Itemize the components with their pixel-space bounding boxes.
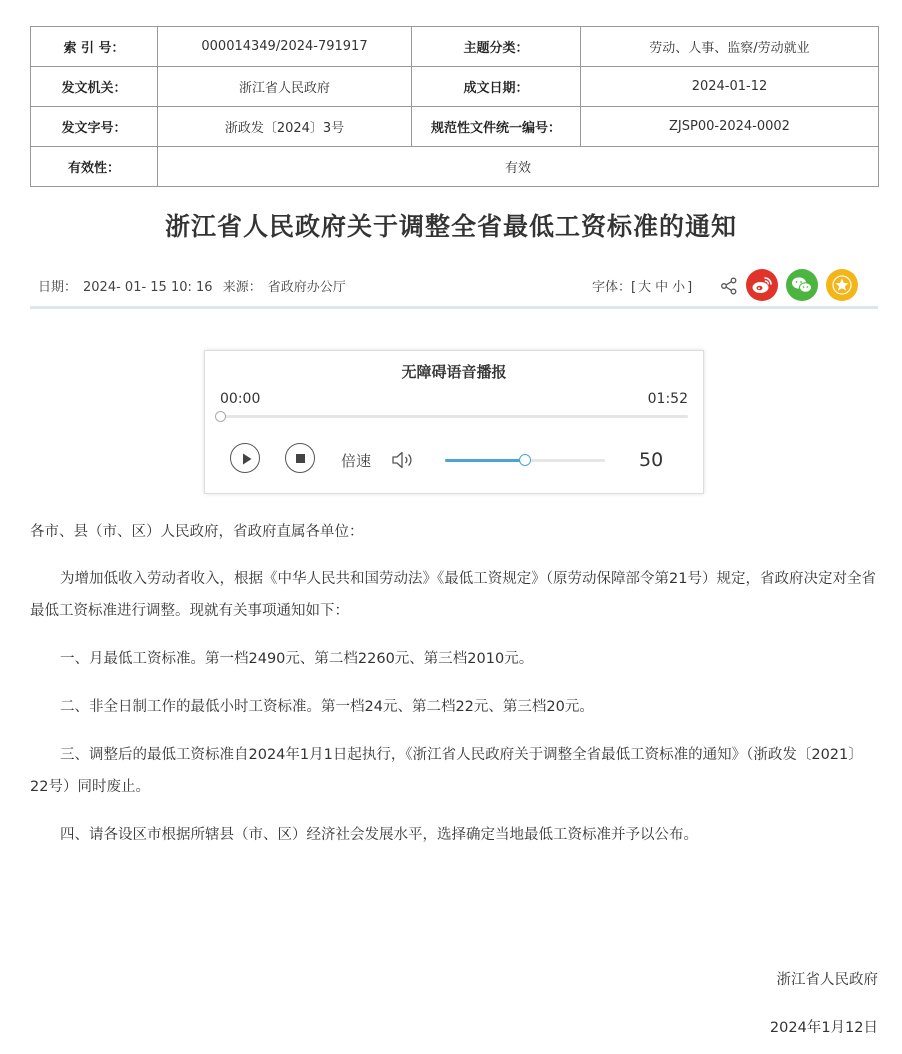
font-size-label: 字体：[ [592,280,637,295]
source-value: 省政府办公厅 [267,280,346,295]
stop-icon [286,444,316,474]
meta-value-doc-number: 浙政发〔2024〕3号 [158,107,412,147]
date-label: 日期： [38,280,78,295]
play-button[interactable] [230,443,260,473]
publish-date: 2024- 01- 15 10: 16 [83,280,213,295]
play-icon [231,444,261,474]
star-icon [826,269,858,301]
meta-value-validity: 有效 [158,147,879,187]
volume-slider[interactable] [445,459,605,462]
font-size-control [592,276,692,295]
meta-value-issuer: 浙江省人民政府 [158,67,412,107]
volume-fill [445,459,525,462]
document-date: 2024年1月12日 [769,1020,878,1036]
meta-key-issuer: 发文机关： [31,67,158,107]
paragraph-item-1: 一、月最低工资标准。第一档2490元、第二档2260元、第三档2010元。 [60,651,534,667]
player-title: 无障碍语音播报 [401,363,507,381]
meta-row [31,27,879,67]
progress-bar[interactable] [220,415,688,418]
meta-key-category: 主题分类： [412,27,581,67]
salutation: 各市、县（市、区）人民政府，省政府直属各单位： [30,524,364,540]
current-time: 00:00 [220,391,261,407]
total-time: 01:52 [647,391,688,407]
page-title: 浙江省人民政府关于调整全省最低工资标准的通知 [164,212,737,241]
weibo-icon [746,269,778,301]
article-info [38,276,352,295]
meta-row [31,107,879,147]
meta-key-unified-number: 规范性文件统一编号： [412,107,581,147]
paragraph-item-4: 四、请各设区市根据所辖县（市、区）经济社会发展水平，选择确定当地最低工资标准并予以公布。 [60,827,698,843]
meta-key-doc-number: 发文字号： [31,107,158,147]
favorite-button[interactable] [826,269,858,301]
header-divider [30,306,878,309]
stop-button[interactable] [285,443,315,473]
meta-key-index: 索 引 号： [31,27,158,67]
speed-button[interactable]: 倍速 [341,452,372,470]
meta-key-written-date: 成文日期： [412,67,581,107]
volume-handle[interactable] [519,454,531,466]
meta-value-index: 000014349/2024-791917 [158,27,412,67]
font-medium-button[interactable]: 中 [655,280,669,295]
meta-value-unified-number: ZJSP00-2024-0002 [581,107,879,147]
audio-player [204,350,704,494]
volume-value: 50 [639,449,664,471]
meta-key-validity: 有效性： [31,147,158,187]
volume-icon[interactable] [390,448,416,472]
font-large-button[interactable]: 大 [638,280,652,295]
wechat-icon [786,269,818,301]
meta-row [31,147,879,187]
wechat-share-button[interactable] [786,269,818,301]
document-meta-table [30,26,879,187]
progress-handle[interactable] [215,411,226,422]
signature: 浙江省人民政府 [776,972,878,988]
source-label: 来源： [222,280,262,295]
weibo-share-button[interactable] [746,269,778,301]
meta-row [31,67,879,107]
meta-value-category: 劳动、人事、监察/劳动就业 [581,27,879,67]
paragraph-intro: 为增加低收入劳动者收入，根据《中华人民共和国劳动法》《最低工资规定》（原劳动保障部令第21号）规定，省政府决定对全省最低工资标准进行调整。现就有关事项通知如下： [30,571,876,619]
meta-value-written-date: 2024-01-12 [581,67,879,107]
font-size-bracket: ] [687,280,693,295]
font-small-button[interactable]: 小 [672,280,686,295]
paragraph-item-2: 二、非全日制工作的最低小时工资标准。第一档24元、第二档22元、第三档20元。 [60,699,594,715]
paragraph-item-3: 三、调整后的最低工资标准自2024年1月1日起执行，《浙江省人民政府关于调整全省最低工资标准的通知》（浙政发〔2021〕22号）同时废止。 [30,747,863,795]
share-icon[interactable] [720,277,738,295]
